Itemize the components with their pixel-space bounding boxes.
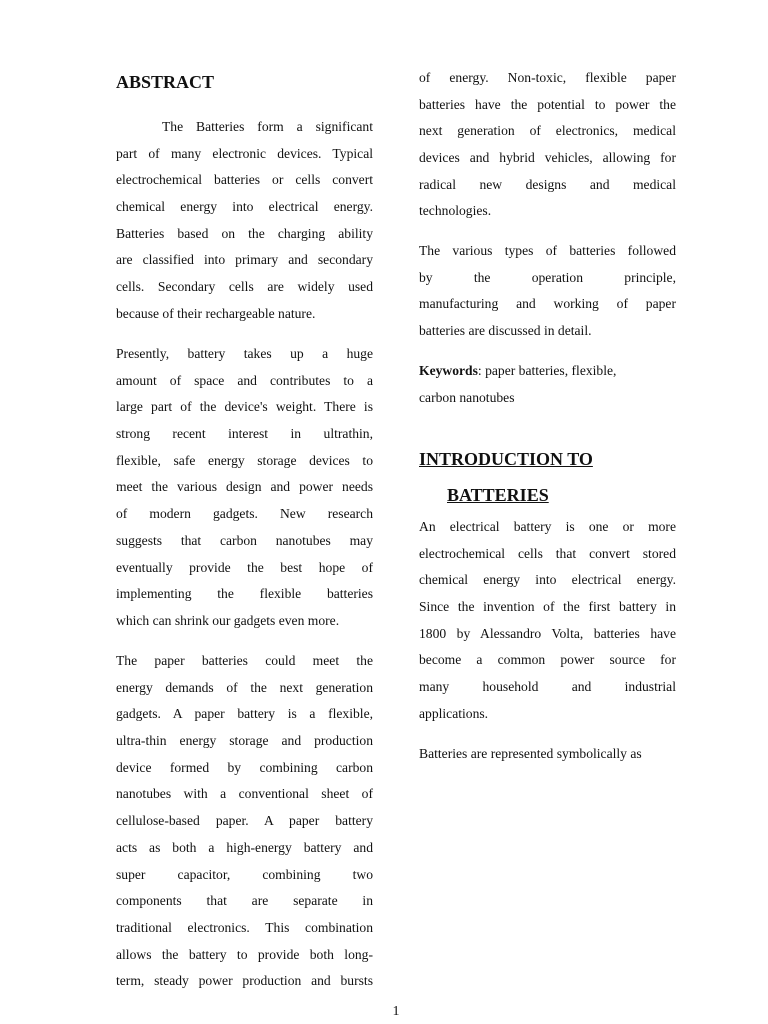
text-line: implementing the flexible batteries: [116, 586, 373, 602]
text-line: ultra-thin energy storage and production: [116, 733, 373, 749]
text-line: super capacitor, combining two: [116, 866, 373, 882]
text-line: chemical energy into electrical energy.: [116, 199, 373, 215]
text-line: electrochemical cells that convert stored: [419, 545, 676, 561]
text-line: batteries are discussed in detail.: [419, 323, 592, 339]
keywords-line-1: [419, 358, 676, 385]
text-line: of modern gadgets. New research: [116, 506, 373, 522]
text-line: Since the invention of the first battery in: [419, 599, 676, 615]
text-line: allows the battery to provide both long-: [116, 946, 373, 962]
text-line: 1800 by Alessandro Volta, batteries have: [419, 625, 676, 641]
text-line: term, steady power production and bursts: [116, 973, 373, 989]
text-line: applications.: [419, 705, 489, 721]
text-line: next generation of electronics, medical: [419, 123, 676, 139]
text-line: manufacturing and working of paper: [419, 296, 676, 312]
text-line: energy demands of the next generation: [116, 679, 373, 695]
text-line: strong recent interest in ultrathin,: [116, 426, 373, 442]
text-line: Batteries based on the charging ability: [116, 225, 373, 241]
text-line: traditional electronics. This combination: [116, 919, 373, 935]
text-line: acts as both a high-energy battery and: [116, 839, 373, 855]
text-line: flexible, safe energy storage devices to: [116, 452, 373, 468]
keywords: [419, 358, 676, 411]
text-line: cells. Secondary cells are widely used: [116, 279, 373, 295]
text-line: Presently, battery takes up a huge: [116, 346, 373, 361]
abstract-paragraph-2: [116, 341, 373, 635]
abstract-paragraph-1: [116, 114, 373, 328]
text-line: gadgets. A paper battery is a flexible,: [116, 706, 373, 722]
text-line: The paper batteries could meet the: [116, 653, 373, 668]
section-heading-line-2: BATTERIES: [447, 485, 549, 505]
text-line: become a common power source for: [419, 652, 676, 668]
text-line: which can shrink our gadgets even more.: [116, 612, 340, 628]
text-line: The various types of batteries followed: [419, 243, 676, 258]
text-line: Batteries are represented symbolically as: [419, 746, 642, 761]
text-line: chemical energy into electrical energy.: [419, 572, 676, 588]
text-line: meet the various design and power needs: [116, 479, 373, 495]
text-line: batteries have the potential to power the: [419, 96, 676, 112]
text-line: technologies.: [419, 203, 492, 219]
abstract-paragraph-3-continued: [419, 65, 676, 225]
abstract-paragraph-4: [419, 238, 676, 345]
text-line: suggests that carbon nanotubes may: [116, 532, 373, 548]
text-line: devices and hybrid vehicles, allowing for: [419, 150, 676, 166]
intro-paragraph-1: [419, 514, 676, 728]
abstract-heading: ABSTRACT: [116, 72, 215, 92]
text-line: electrochemical batteries or cells convert: [116, 172, 373, 188]
text-line: device formed by combining carbon: [116, 759, 373, 775]
text-line: eventually provide the best hope of: [116, 559, 373, 575]
abstract-paragraph-3: [116, 648, 373, 995]
text-line: cellulose-based paper. A paper battery: [116, 813, 373, 829]
text-line: The Batteries form a significant: [162, 119, 373, 134]
text-line: by the operation principle,: [419, 269, 676, 285]
text-line: of energy. Non-toxic, flexible paper: [419, 70, 676, 85]
text-line: nanotubes with a conventional sheet of: [116, 786, 373, 802]
page-number: 1: [392, 1004, 400, 1019]
text-line: radical new designs and medical: [419, 176, 676, 192]
text-line: components that are separate in: [116, 893, 373, 909]
text-line: because of their rechargeable nature.: [116, 305, 316, 321]
section-heading-line-1: INTRODUCTION TO: [419, 449, 593, 469]
text-line: are classified into primary and secondary: [116, 252, 373, 268]
keywords-line-2: carbon nanotubes: [419, 389, 515, 405]
text-line: many household and industrial: [419, 679, 676, 695]
text-line: amount of space and contributes to a: [116, 372, 373, 388]
text-line: part of many electronic devices. Typical: [116, 145, 373, 161]
intro-paragraph-2: [419, 741, 676, 768]
keywords-label: Keywords: [419, 363, 478, 378]
text-line: large part of the device's weight. There is: [116, 399, 373, 415]
text-line: An electrical battery is one or more: [419, 519, 676, 534]
keywords-list: : paper batteries, flexible,: [477, 363, 617, 378]
